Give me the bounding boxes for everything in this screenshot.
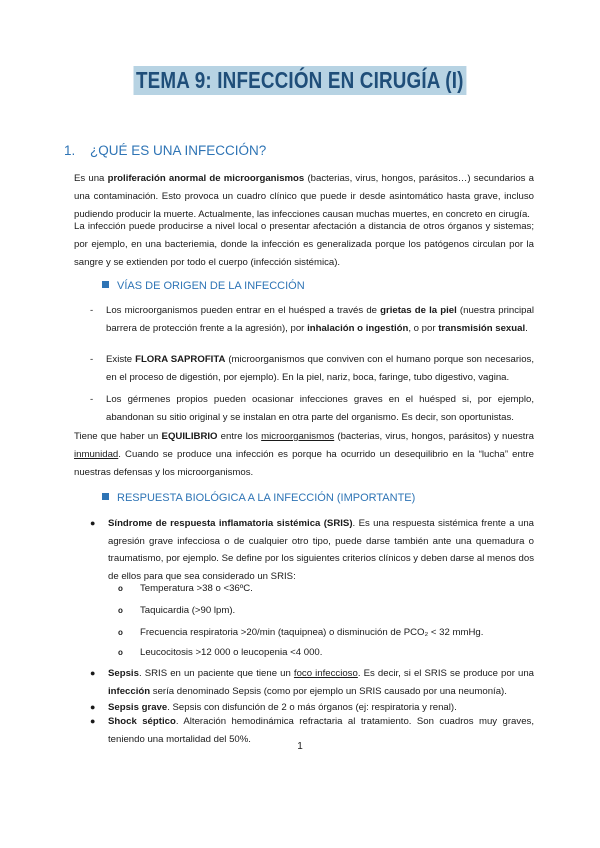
circle-bullet-icon: o (118, 606, 123, 615)
criteria-text: Taquicardia (>90 lpm). (140, 605, 236, 616)
bold-text: EQUILIBRIO (161, 431, 218, 442)
list-item (90, 351, 534, 387)
text: , o por (408, 322, 439, 334)
dot-bullet-icon: ● (90, 716, 96, 726)
intro-paragraph-2 (74, 218, 534, 273)
section-title: ¿QUÉ ES UNA INFECCIÓN? (90, 143, 267, 158)
title-wrap (0, 66, 600, 95)
subsection-heading-vias (102, 280, 305, 292)
criteria-item (118, 626, 483, 640)
text: Los microorganismos pueden entrar en el huésped a través de (106, 305, 381, 316)
text: . (525, 322, 528, 334)
intro-paragraph-1 (74, 170, 534, 225)
text: . Es decir, si el SRIS se produce por una (357, 668, 534, 679)
list-item (90, 515, 534, 585)
dot-bullet-icon: ● (90, 702, 96, 712)
dash-bullet-icon: - (90, 394, 94, 405)
text: . SRIS en un paciente que tiene un (138, 668, 294, 679)
circle-bullet-icon: o (118, 584, 123, 593)
text: (nuestra principal barrera de protección frente a la agresión), por (106, 305, 534, 334)
bold-text: FLORA SAPROFITA (135, 354, 226, 365)
page-number: 1 (297, 741, 303, 752)
bold-text: infección (108, 685, 151, 697)
criteria-text: Temperatura >38 o <36ºC. (140, 583, 253, 594)
subsection-heading-respuesta (102, 492, 415, 504)
underlined-text: foco infeccioso (293, 668, 358, 679)
bold-text: Síndrome de respuesta inflamatoria sistémica (SRIS) (108, 518, 353, 529)
text: . Sepsis con disfunción de 2 o más órganos (ej: respiratoria y renal). (167, 702, 457, 713)
section-number: 1. (64, 143, 76, 158)
text: La infección puede producirse a nivel local o presentar afectación a distancia de otros órganos y sistemas; por ejemplo, en una bacteriemia, donde la infección es generalizada porque los patógenos circulan por la sangre y se extienden por todo el cuerpo (infección sistémica). (74, 221, 534, 269)
text: Es una (74, 173, 108, 184)
underlined-text: microorganismos (261, 431, 335, 442)
subsection-title: RESPUESTA BIOLÓGICA A LA INFECCIÓN (IMPORTANTE) (117, 492, 416, 504)
bold-text: transmisión sexual (438, 322, 526, 334)
text: . Alteración hemodinámica refractaria al tratamiento. Son cuadros muy graves, teniendo una mortalidad del 50%. (108, 716, 534, 745)
square-bullet-icon (102, 281, 109, 288)
dot-bullet-icon: ● (90, 518, 96, 528)
text: . Es una respuesta sistémica frente a una agresión grave infecciosa o de cualquier otro tipo, puede darse también ante una quemadura o traumatismo, por ejemplo. Se define por los siguientes criterios clínicos y deben darse al menos dos de ellos para que sea considerado un SRIS: (108, 518, 534, 582)
text: sería denominado Sepsis (como por ejemplo un SRIS causado por una neumonía). (150, 685, 507, 697)
text: (bacterias, virus, hongos, parásitos…) secundarios a una contaminación. Esto provoca un cuadro clínico que puede ir desde asintomático hasta grave, incluso pudiendo producir la muerte. Actualmente, las infecciones causan muchas muertes, en concreto en cirugía. (74, 173, 535, 221)
bold-text: inhalación o ingestión (307, 322, 409, 334)
criteria-text: Frecuencia respiratoria >20/min (taquipnea) o disminución de PCO₂ < 32 mmHg. (140, 627, 484, 638)
dot-bullet-icon: ● (90, 668, 96, 678)
criteria-item (118, 582, 253, 596)
section-heading (64, 143, 266, 158)
circle-bullet-icon: o (118, 648, 123, 657)
text: (microorganismos que conviven con el humano porque son necesarios, en el proceso de digestión, por ejemplo). En la piel, nariz, boca, faringe, tubo digestivo, vagina. (106, 354, 534, 383)
document-title: TEMA 9: INFECCIÓN EN CIRUGÍA (I) (134, 66, 467, 95)
text: Existe (106, 354, 136, 365)
bold-text: Sepsis grave (108, 702, 168, 713)
circle-bullet-icon: o (118, 628, 123, 637)
underlined-text: inmunidad (74, 449, 119, 461)
dash-bullet-icon: - (90, 354, 94, 365)
text: entre los (217, 431, 262, 442)
text: (bacterias, virus, hongos, parásitos) y nuestra (334, 431, 534, 442)
bold-text: Shock séptico (108, 716, 176, 727)
dash-bullet-icon: - (90, 305, 94, 316)
subsection-title: VÍAS DE ORIGEN DE LA INFECCIÓN (117, 280, 305, 292)
equilibrio-paragraph (74, 428, 534, 483)
list-item (90, 302, 534, 338)
criteria-item (118, 646, 322, 660)
criteria-text: Leucocitosis >12 000 o leucopenia <4 000. (140, 647, 323, 658)
bold-text: Sepsis (108, 668, 139, 679)
text: . Cuando se produce una infección es porque ha ocurrido un desequilibrio en la “lucha” entre nuestras defensas y los microorganismos. (74, 449, 534, 479)
criteria-item (118, 604, 235, 618)
text: Los gérmenes propios pueden ocasionar infecciones graves en el huésped si, por ejemplo, abandonan su sitio original y se instalan en otra parte del organismo. Es decir, son oportunistas. (106, 394, 534, 423)
square-bullet-icon (102, 493, 109, 500)
bold-text: grietas de la piel (380, 305, 457, 316)
list-item (90, 665, 534, 700)
text: Tiene que haber un (74, 431, 162, 442)
list-item (90, 391, 534, 427)
bold-text: proliferación anormal de microorganismos (107, 173, 305, 184)
